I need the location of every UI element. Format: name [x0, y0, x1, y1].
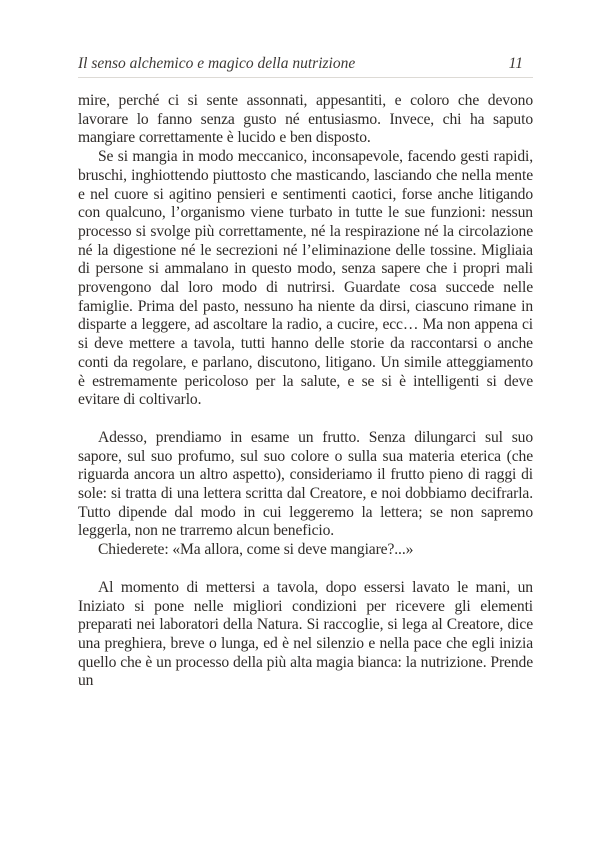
paragraph: Chiederete: «Ma allora, come si deve mangiare?...» — [98, 541, 414, 559]
paragraph: Adesso, prendiamo in esame un frutto. Senza dilungarci sul suo sapore, sul suo profumo, sul suo colore o sulla sua materia eterica (che riguarda ancora un altro aspetto), consideriamo il frutto pieno di raggi di sole: si tratta di una lettera scritta dal Creatore, e noi dobbiamo decifrarla. Tutto dipende dal modo in cui leggeremo la lettera; se non sapremo leggerla, non ne trarremo alcun beneficio. — [78, 428, 533, 540]
running-title: Il senso alchemico e magico della nutrizione — [78, 55, 356, 72]
paragraph: mire, perché ci si sente assonnati, appesantiti, e coloro che devono lavorare lo fanno senza gusto né entusiasmo. Invece, chi ha saputo mangiare correttamente è lucido e ben disposto. — [78, 92, 533, 147]
page-number: 11 — [508, 55, 523, 72]
running-header — [78, 54, 533, 78]
body-text — [78, 92, 533, 691]
paragraph: Al momento di mettersi a tavola, dopo essersi lavato le mani, un Iniziato si pone nelle migliori condizioni per ricevere gli elementi preparati nei laboratori della Natura. Si raccoglie, si lega al Creatore, dice una preghiera, breve o lunga, ed è nel silenzio e nella pace che egli inizia quello che è un processo della più alta magia bianca: la nutrizione. Prende un — [78, 578, 533, 690]
paragraph: Se si mangia in modo meccanico, inconsapevole, facendo gesti rapidi, bruschi, inghiottendo piuttosto che masticando, lasciando che nella mente e nel cuore si agitino pensieri e sentimenti caotici, forse anche litigando con qualcuno, l’organismo viene turbato in tutte le sue funzioni: nessun processo si svolge più correttamente, né la respirazione né la circolazione né la digestione né le secrezioni né l’eliminazione delle tossine. Migliaia di persone si ammalano in questo modo, senza sapere che i propri mali provengono dal loro modo di nutrirsi. Guardate cosa succede nelle famiglie. Prima del pasto, nessuno ha niente da dirsi, ciascuno rimane in disparte a leggere, ad ascoltare la radio, a cucire, ecc… Ma non appena ci si deve mettere a tavola, tutti hanno delle storie da raccontarsi o anche conti da regolare, e parlano, discutono, litigano. Un simile atteggiamento è estremamente pericoloso per la salute, e se si è intelligenti si deve evitare di coltivarlo. — [78, 148, 533, 409]
